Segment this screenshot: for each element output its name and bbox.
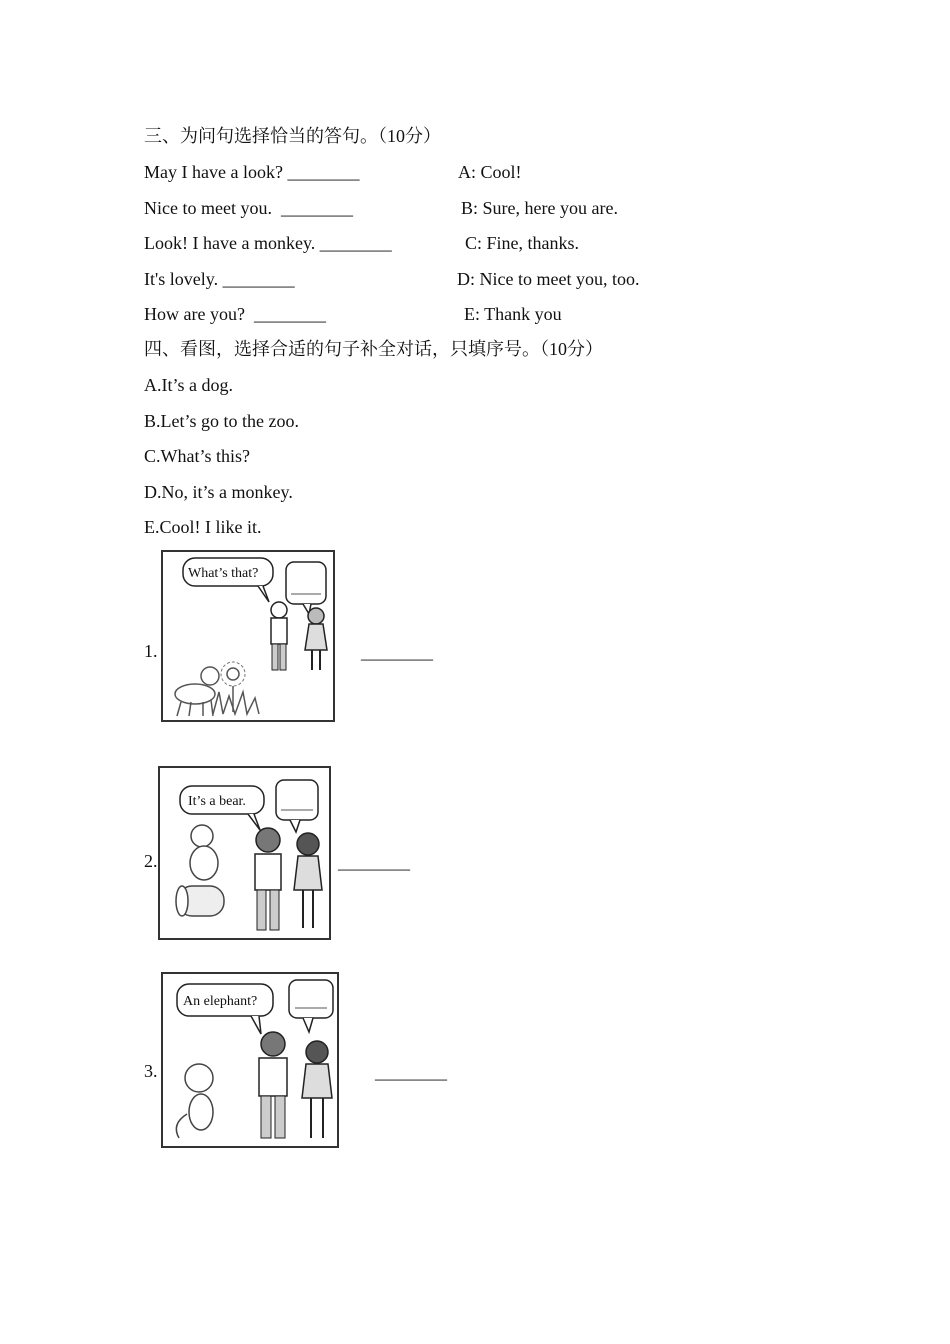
option-d: D.No, it’s a monkey. [144, 482, 293, 502]
question-4: It's lovely. ________ [144, 269, 295, 289]
picture-2-bubble-text: It’s a bear. [188, 794, 246, 809]
picture-2-number: 2. [144, 851, 158, 871]
question-3: Look! I have a monkey. ________ [144, 233, 392, 253]
picture-1-answer-blank[interactable]: ________ [361, 642, 433, 662]
picture-1-illustration [161, 550, 335, 722]
section3-heading: 三、为问句选择恰当的答句。（10分） [144, 126, 441, 146]
question-5: How are you? ________ [144, 304, 326, 324]
picture-2-illustration [158, 766, 331, 940]
picture-3-answer-blank[interactable]: ________ [375, 1062, 447, 1082]
option-b: B.Let’s go to the zoo. [144, 411, 299, 431]
answer-d: D: Nice to meet you, too. [457, 269, 640, 289]
section4-heading: 四、看图，选择合适的句子补全对话，只填序号。（10分） [144, 339, 603, 359]
option-a: A.It’s a dog. [144, 375, 233, 395]
answer-c: C: Fine, thanks. [465, 233, 580, 253]
picture-1-number: 1. [144, 641, 158, 661]
option-c: C.What’s this? [144, 446, 250, 466]
picture-3-illustration [161, 972, 339, 1148]
answer-a: A: Cool! [458, 162, 522, 182]
picture-3-bubble-text: An elephant? [183, 994, 258, 1009]
picture-3-number: 3. [144, 1061, 158, 1081]
picture-2-answer-blank[interactable]: ________ [338, 852, 410, 872]
option-e: E.Cool! I like it. [144, 517, 262, 537]
picture-1-bubble-text: What’s that? [188, 566, 259, 581]
answer-e: E: Thank you [464, 304, 562, 324]
answer-b: B: Sure, here you are. [461, 198, 618, 218]
question-2: Nice to meet you. ________ [144, 198, 353, 218]
question-1: May I have a look? ________ [144, 162, 360, 182]
